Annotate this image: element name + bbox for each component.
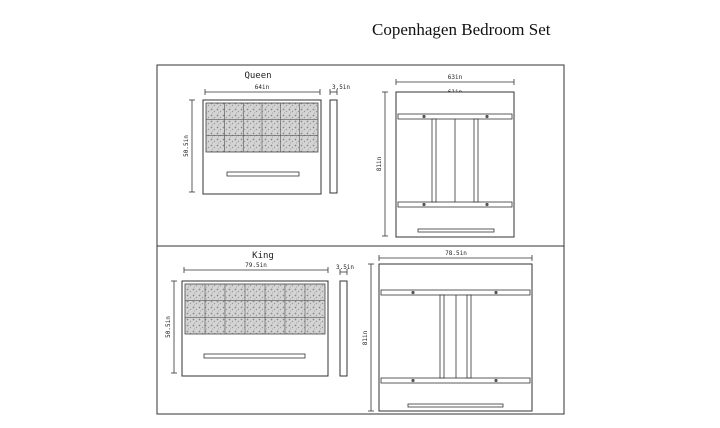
king-front-height-label: 50.5in xyxy=(165,316,172,338)
queen-front-height-label: 50.5in xyxy=(183,135,190,157)
king-section xyxy=(165,250,532,411)
queen-headboard-side xyxy=(330,84,350,193)
king-headboard-side xyxy=(336,264,354,376)
king-side-depth-label: 3.5in xyxy=(335,264,355,271)
king-side-profile xyxy=(340,281,347,376)
king-top-length-label: 81in xyxy=(362,330,369,346)
queen-top-length-label: 81in xyxy=(376,156,383,172)
queen-foot-rail xyxy=(398,202,512,207)
queen-front-width-label: 64in xyxy=(254,84,270,91)
king-foot-rail xyxy=(381,378,530,383)
queen-footboard xyxy=(418,229,494,232)
king-head-rail xyxy=(381,290,530,295)
queen-head-rail xyxy=(398,114,512,119)
queen-side-profile xyxy=(330,100,337,193)
king-label: King xyxy=(252,251,274,261)
king-bed-frame xyxy=(379,264,532,411)
queen-slat-left xyxy=(432,119,436,202)
queen-side-depth-label: 3.5in xyxy=(331,84,351,91)
king-tufted-panel xyxy=(185,284,325,334)
queen-label: Queen xyxy=(244,71,272,81)
king-bed-top-view xyxy=(362,250,532,411)
queen-headboard-front xyxy=(183,84,321,194)
king-handle-bar xyxy=(204,354,305,358)
queen-bed-top-view xyxy=(376,74,514,237)
page-title: Copenhagen Bedroom Set xyxy=(372,20,551,39)
king-footboard xyxy=(408,404,503,407)
king-front-width-label: 79.5in xyxy=(245,262,267,269)
queen-handle-bar xyxy=(227,172,299,176)
queen-section xyxy=(183,71,514,237)
king-slat-left xyxy=(440,295,444,378)
queen-slat-right xyxy=(474,119,478,202)
queen-top-outer-width-label: 63in xyxy=(447,74,463,81)
king-headboard-front xyxy=(165,262,328,376)
king-slat-right xyxy=(467,295,471,378)
king-top-outer-width-label: 78.5in xyxy=(445,250,467,257)
